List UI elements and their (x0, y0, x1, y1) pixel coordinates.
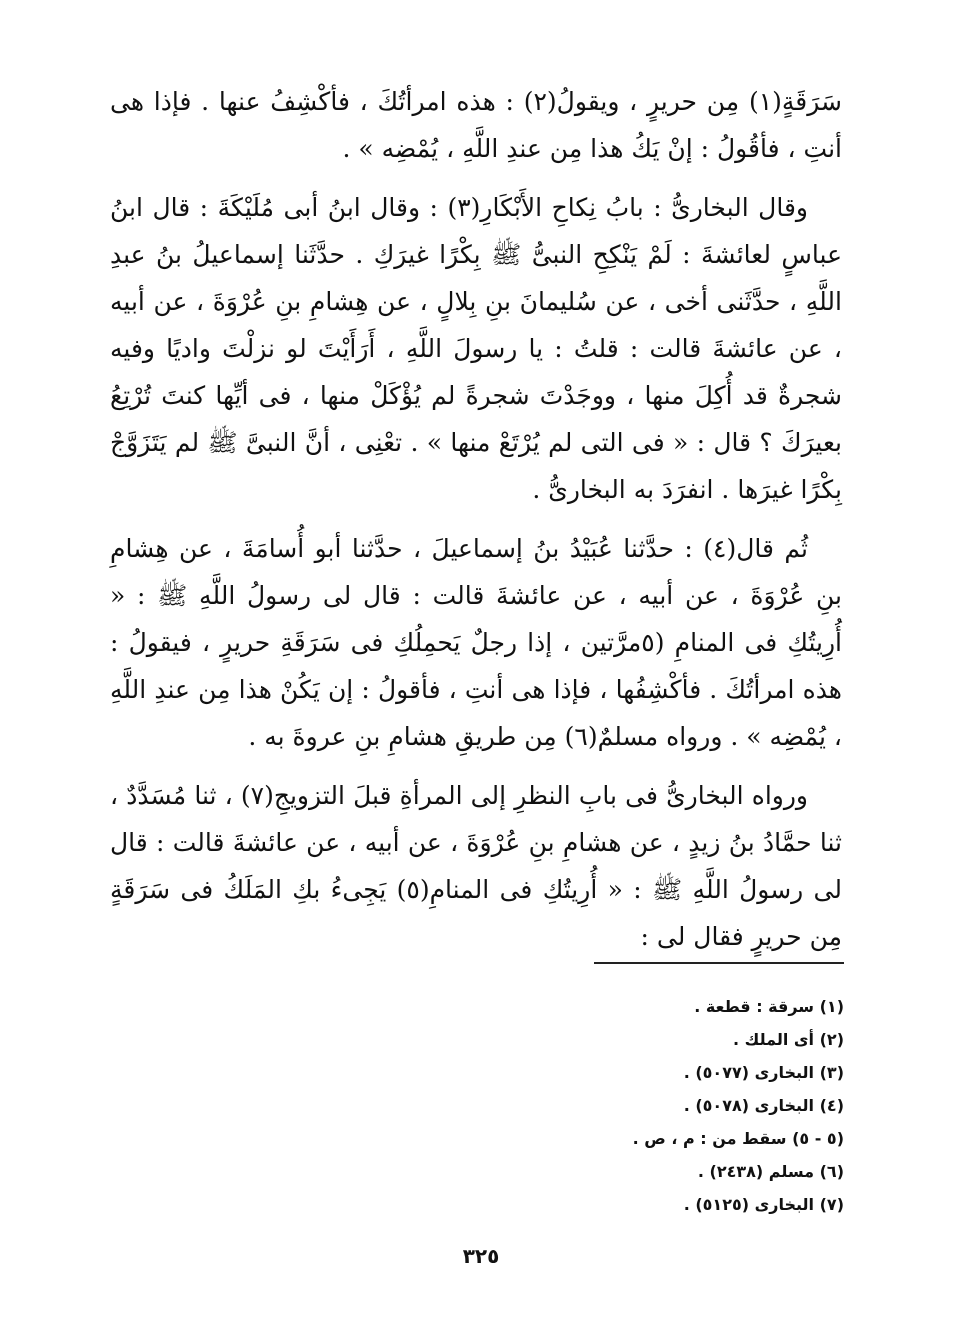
footnote-3: (٣) البخارى (٥٠٧٧) . (683, 1063, 844, 1082)
footnote-1: (١) سرقة : قطعة . (694, 997, 844, 1016)
page-number: ٣٢٥ (462, 1244, 500, 1268)
main-text (110, 78, 842, 972)
footnote-6: (٦) مسلم (٢٤٣٨) . (697, 1162, 844, 1181)
paragraph-2: وقال البخارىُّ : بابُ نِكاحِ الأَبْكَارِ(٣) : وقال ابنُ أبى مُلَيْكَةَ : قال ابنُ عباسٍ لعائشةَ : لَمْ يَنْكِحِ النبىُّ ﷺ بِكْرًا غيرَكِ . حدَّثَنا إسماعيلُ بنُ عبدِ اللَّهِ ، حدَّثَنى أخى ، عن سُليمانَ بنِ بِلالٍ ، عن هِشامِ بنِ عُرْوَةَ ، عن أبيه ، عن عائشةَ قالت : قلتُ : يا رسولَ اللَّهِ ، أَرَأَيْتَ لو نزلْتَ واديًا وفيه شجرةٌ قد أُكِلَ منها ، ووجَدْتَ شجرةً لم يُؤْكَلْ منها ، فى أيِّها كنتَ تُرْتِعُ بعيرَكَ ؟ قال : « فى التى لم يُرْتَعْ منها » . تعْنِى ، أنَّ النبىَّ ﷺ لم يَتَزَوَّجْ بِكْرًا غيرَها . انفرَدَ به البخارىُّ . (110, 193, 842, 504)
footnote-5: (٥ - ٥) سقط من : م ، ص . (632, 1129, 844, 1148)
footnote-7: (٧) البخارى (٥١٢٥) . (683, 1195, 844, 1214)
footnotes (444, 990, 844, 1221)
paragraph-1: سَرَقَةٍ(١) مِن حريرٍ ، ويقولُ(٢) : هذه امرأتُكَ ، فأكْشِفُ عنها . فإذا هى أنتِ ، فأقُولُ : إنْ يَكُ هذا مِن عندِ اللَّهِ ، يُمْضِه » . (110, 87, 842, 163)
paragraph-4: ورواه البخارىُّ فى بابِ النظرِ إلى المرأةِ قبلَ التزويجِ(٧) ، ثنا مُسَدَّدٌ ، ثنا حمَّادُ بنُ زيدٍ ، عن هشامِ بنِ عُرْوَةَ ، عن أبيه ، عن عائشةَ قالت : قال لى رسولُ اللَّهِ ﷺ : « أُرِيتُكِ فى المنامِ(٥) يَجِىءُ بكِ المَلَكُ فى سَرَقَةٍ مِن حريرٍ فقال لى : (110, 781, 843, 951)
footnote-2: (٢) أى الملك . (733, 1030, 844, 1049)
footnote-4: (٤) البخارى (٥٠٧٨) . (683, 1096, 844, 1115)
footnote-divider (594, 962, 844, 964)
paragraph-3: ثُم قال(٤) : حدَّثنا عُبَيْدُ بنُ إسماعيلَ ، حدَّثنا أبو أُسامَةَ ، عن هِشامِ بنِ عُرْوَةَ ، عن أبيه ، عن عائشةَ قالت : قال لى رسولُ اللَّهِ ﷺ : « أُرِيتُكِ فى المنامِ (٥مرَّتين ، إذا رجلٌ يَحمِلُكِ فى سَرَقَةِ حريرٍ ، فيقولُ : هذه امرأتُكَ . فأكْشِفُها ، فإذا هى أنتِ ، فأقولُ : إن يَكُنْ هذا مِن عندِ اللَّهِ ، يُمْضِه » . ورواه مسلمٌ(٦) مِن طريقِ هشامِ بنِ عروةَ به . (110, 534, 842, 751)
